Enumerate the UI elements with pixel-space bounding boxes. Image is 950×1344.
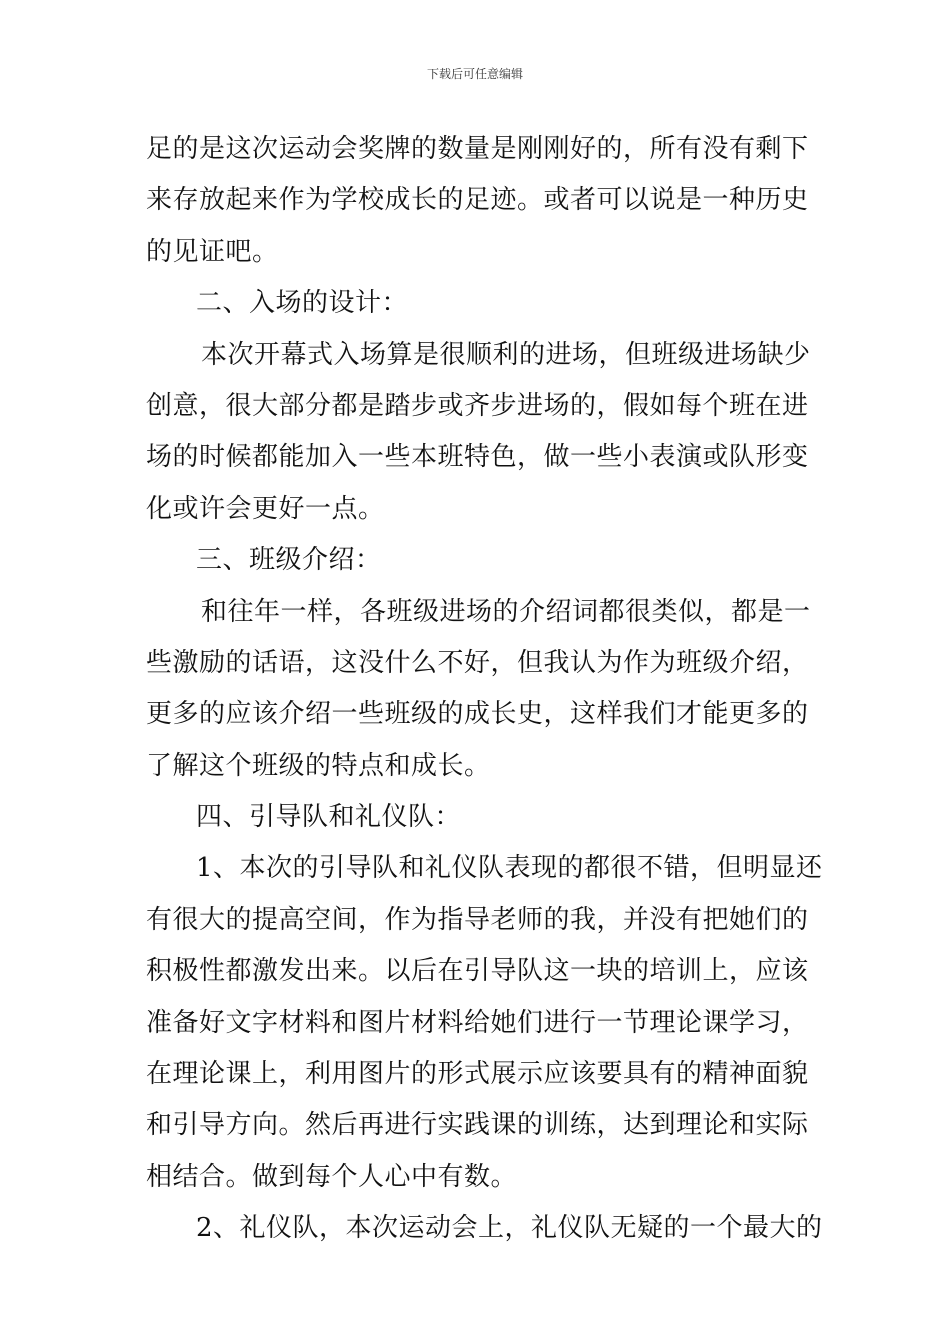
- body-line: 和往年一样，各班级进场的介绍词都很类似，都是一: [201, 596, 811, 627]
- body-line: 些激励的话语，这没什么不好，但我认为作为班级介绍，: [146, 647, 809, 678]
- body-line: 2、礼仪队，本次运动会上，礼仪队无疑的一个最大的: [196, 1213, 823, 1244]
- body-line: 的见证吧。: [146, 236, 279, 267]
- section-heading: 二、入场的设计：: [196, 288, 409, 319]
- body-line: 在理论课上，利用图片的形式展示应该要具有的精神面貌: [146, 1059, 809, 1090]
- body-line: 1、本次的引导队和礼仪队表现的都很不错，但明显还: [196, 853, 823, 884]
- body-line: 化或许会更好一点。: [146, 493, 385, 524]
- document-body: [146, 124, 823, 1255]
- page-header: 下载后可任意编辑: [426, 67, 523, 81]
- body-line: 有很大的提高空间，作为指导老师的我，并没有把她们的: [146, 904, 809, 935]
- body-line: 足的是这次运动会奖牌的数量是刚刚好的，所有没有剩下: [146, 134, 809, 164]
- body-line: 创意，很大部分都是踏步或齐步进场的，假如每个班在进: [146, 390, 809, 421]
- body-line: 和引导方向。然后再进行实践课的训练，达到理论和实际: [146, 1110, 809, 1141]
- body-line: 相结合。做到每个人心中有数。: [146, 1161, 518, 1192]
- body-line: 积极性都激发出来。以后在引导队这一块的培训上，应该: [146, 956, 809, 987]
- body-line: 更多的应该介绍一些班级的成长史，这样我们才能更多的: [146, 699, 809, 730]
- body-line: 来存放起来作为学校成长的足迹。或者可以说是一种历史: [146, 185, 809, 216]
- body-line: 准备好文字材料和图片材料给她们进行一节理论课学习，: [146, 1007, 809, 1038]
- body-line: 本次开幕式入场算是很顺利的进场，但班级进场缺少: [201, 339, 811, 370]
- body-line: 了解这个班级的特点和成长。: [146, 750, 491, 781]
- section-heading: 三、班级介绍：: [196, 545, 382, 576]
- body-line: 场的时候都能加入一些本班特色，做一些小表演或队形变: [146, 442, 809, 473]
- section-heading: 四、引导队和礼仪队：: [196, 802, 462, 833]
